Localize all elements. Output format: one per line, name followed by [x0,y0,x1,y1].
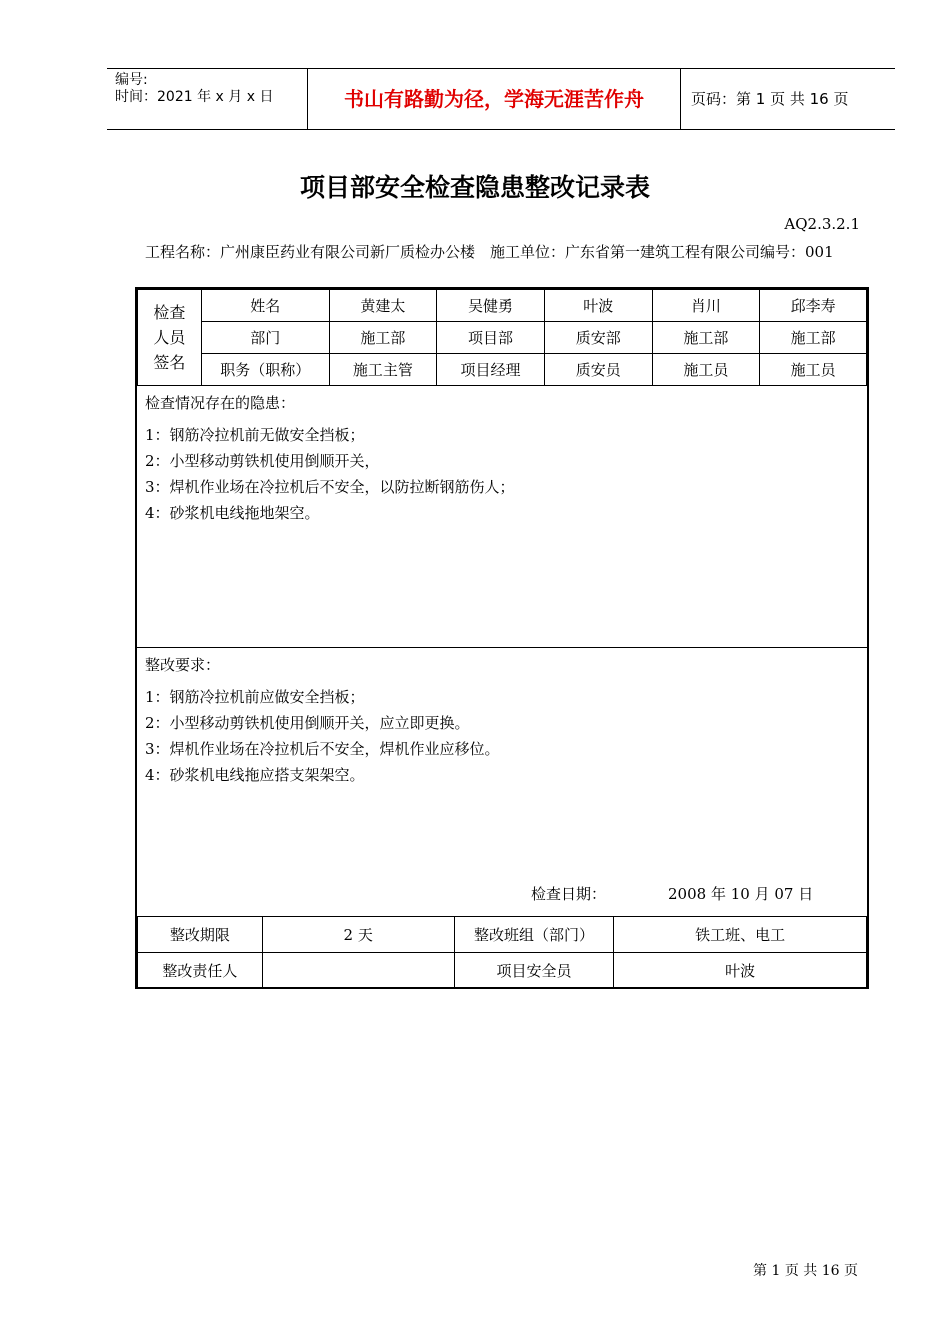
inspection-date [531,883,813,904]
inspector-title: 施工主管 [329,354,437,386]
deadline-label: 整改期限 [138,917,263,953]
requirements-heading: 整改要求： [145,656,221,674]
document-title: 项目部安全检查隐患整改记录表 [299,173,650,202]
hazard-item: 4：砂浆机电线拖地架空。 [145,504,320,522]
team-value: 铁工班、电工 [614,917,867,953]
row-label-name: 姓名 [201,290,329,322]
requirement-item: 2：小型移动剪铁机使用倒顺开关，应立即更换。 [145,714,470,732]
inspector-title: 项目经理 [437,354,545,386]
requirements-section [137,647,867,917]
inspection-form [135,287,869,989]
hazard-item: 2：小型移动剪铁机使用倒顺开关， [145,452,380,470]
inspector-title: 施工员 [760,354,867,386]
hazards-section [137,385,867,648]
date-label: 检查日期： [531,885,607,903]
hazards-list [145,422,515,526]
inspector-name: 肖川 [652,290,760,322]
team-label: 整改班组（部门） [454,917,614,953]
time-label: 时间：2021 年 x 月 x 日 [115,89,274,105]
inspector-dept: 施工部 [652,322,760,354]
deadline-value: 2 天 [262,917,454,953]
row-label-dept: 部门 [201,322,329,354]
header-divider [680,69,681,129]
safety-officer-label: 项目安全员 [454,953,614,989]
inspector-name: 邱李寿 [760,290,867,322]
row-label-title: 职务（职称） [201,354,329,386]
header-page-info: 页码：第 1 页 共 16 页 [691,90,849,108]
inspector-dept: 施工部 [760,322,867,354]
inspector-dept: 项目部 [437,322,545,354]
requirement-item: 1：钢筋冷拉机前应做安全挡板； [145,688,365,706]
requirements-list [145,684,500,788]
safety-officer-value: 叶波 [614,953,867,989]
page-footer: 第 1 页 共 16 页 [753,1263,858,1279]
header-meta [115,72,273,106]
inspectors-table [137,289,867,386]
inspectors-side-label: 检查人员签名 [138,290,202,386]
responsible-label: 整改责任人 [138,953,263,989]
requirement-item: 3：焊机作业场在冷拉机后不安全，焊机作业应移位。 [145,740,500,758]
inspector-name: 叶波 [544,290,652,322]
serial-label: 编号: [115,72,148,88]
header-motto: 书山有路勤为径，学海无涯苦作舟 [344,87,644,111]
document-header [107,68,895,130]
form-code: AQ2.3.2.1 [784,215,860,233]
inspector-dept: 施工部 [329,322,437,354]
inspector-title: 施工员 [652,354,760,386]
project-info: 工程名称：广州康臣药业有限公司新厂质检办公楼 施工单位：广东省第一建筑工程有限公司编号：001 [145,243,834,261]
inspector-name: 黄建太 [329,290,437,322]
inspector-title: 质安员 [544,354,652,386]
requirement-item: 4：砂浆机电线拖应搭支架架空。 [145,766,365,784]
hazard-item: 1：钢筋冷拉机前无做安全挡板； [145,426,365,444]
inspector-dept: 质安部 [544,322,652,354]
inspector-name: 吴健勇 [437,290,545,322]
hazards-heading: 检查情况存在的隐患： [145,394,296,412]
hazard-item: 3：焊机作业场在冷拉机后不安全，以防拉断钢筋伤人； [145,478,515,496]
responsible-value [262,953,454,989]
rectification-table [137,916,867,989]
date-value: 2008 年 10 月 07 日 [668,885,814,903]
